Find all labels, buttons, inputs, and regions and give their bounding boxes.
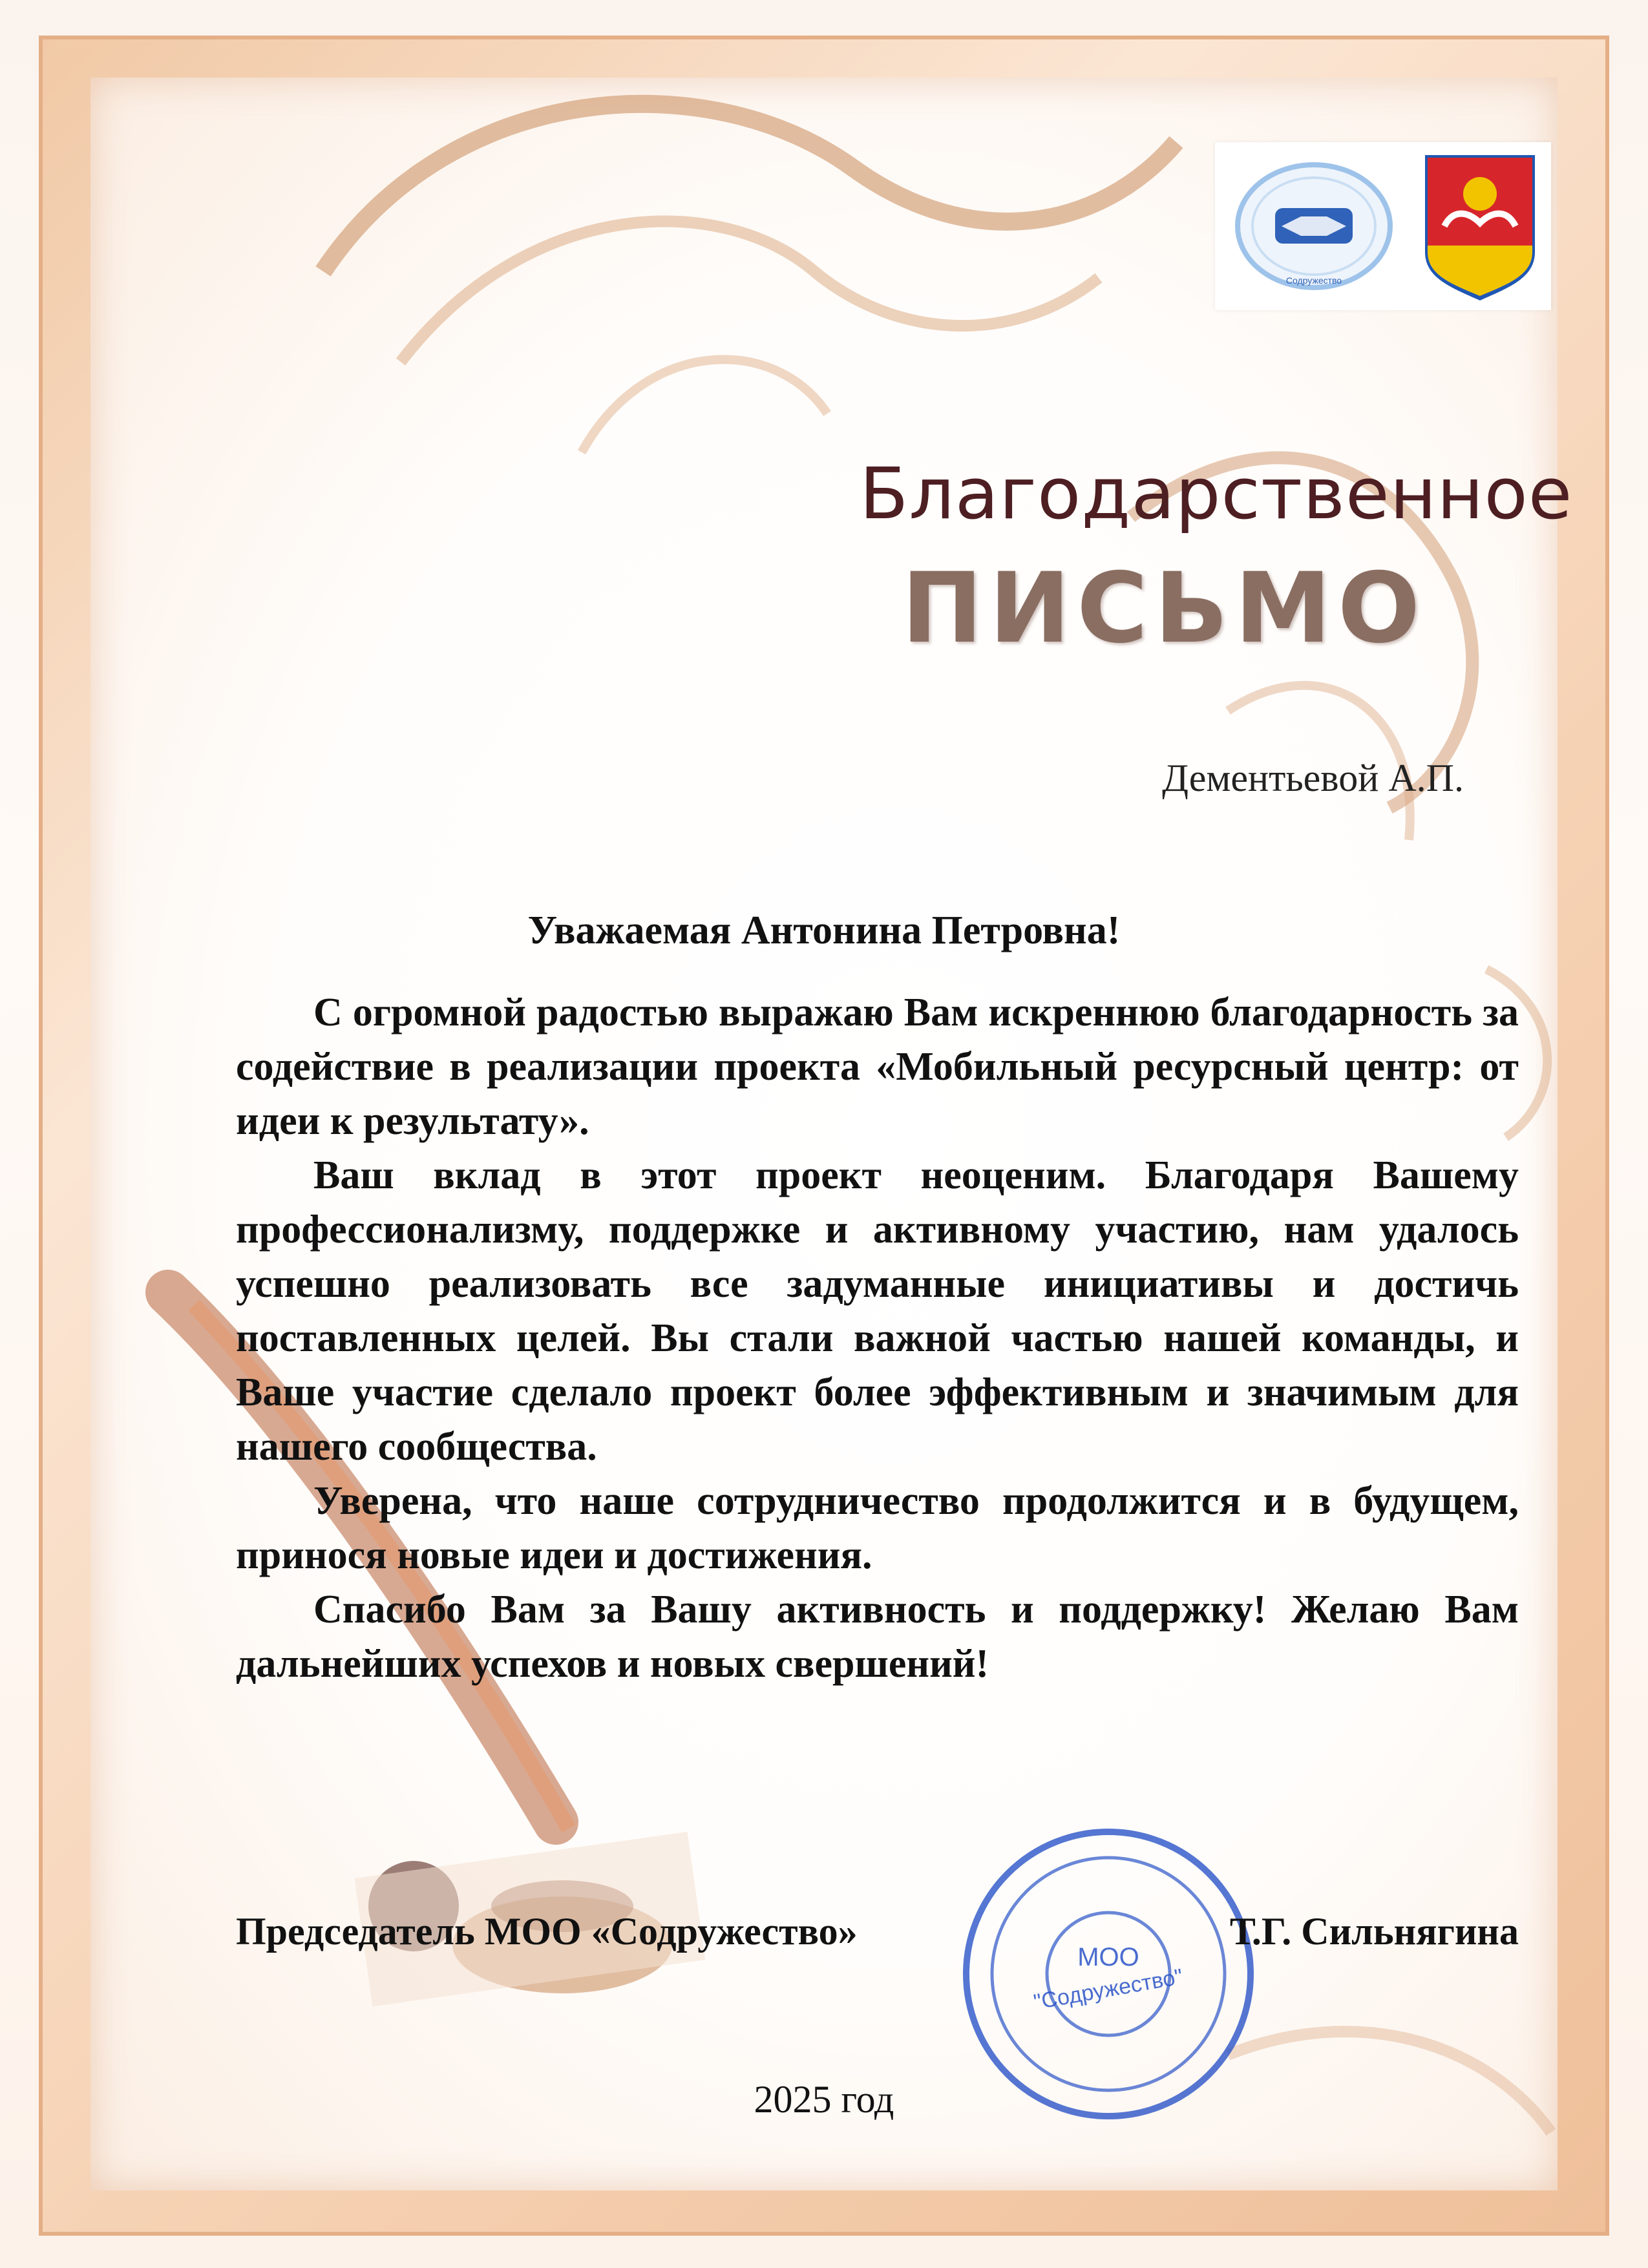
paragraph: Уверена, что наше сотрудничество продолжится и в будущем, принося новые идеи и достижения. — [236, 1479, 1519, 1577]
salutation: Уважаемая Антонина Петровна! — [527, 908, 1121, 952]
paragraph: Ваш вклад в этот проект неоценим. Благодаря Вашему профессионализму, поддержке и активному участию, нам удалось успешно реализовать все задуманные инициативы и достичь поставленных целей. Вы стали важной частью нашей команды, и Ваше участие сделало проект более эффективным и значимым для нашего сообщества. — [236, 1153, 1519, 1469]
stamp-line2: "Содружество" — [1031, 1964, 1185, 2015]
letter-body — [236, 985, 1519, 1691]
issue-year: 2025 год — [754, 2078, 894, 2121]
signatory-name: Т.Г. Сильнягина — [1229, 1910, 1519, 1953]
signature-position: Председатель МОО «Содружество» — [236, 1910, 858, 1953]
certificate-title-line1: Благодарственное — [860, 452, 1573, 535]
certificate-title-line2: ПИСЬМО — [902, 552, 1427, 665]
recipient-name: Дементьевой А.П. — [1162, 757, 1464, 799]
organization-logo-tag: Содружество — [1285, 275, 1342, 286]
logos-panel — [1215, 142, 1551, 310]
paragraph: С огромной радостью выражаю Вам искреннюю благодарность за содействие в реализации проекта «Мобильный ресурсный центр: от идеи к результату». — [236, 991, 1519, 1143]
organization-logo — [1228, 155, 1402, 297]
coat-of-arms-logo — [1419, 149, 1541, 304]
paragraph: Спасибо Вам за Вашу активность и поддержку! Желаю Вам дальнейших успехов и новых свершений! — [236, 1588, 1519, 1686]
stamp-line1: МОО — [1077, 1943, 1139, 1971]
